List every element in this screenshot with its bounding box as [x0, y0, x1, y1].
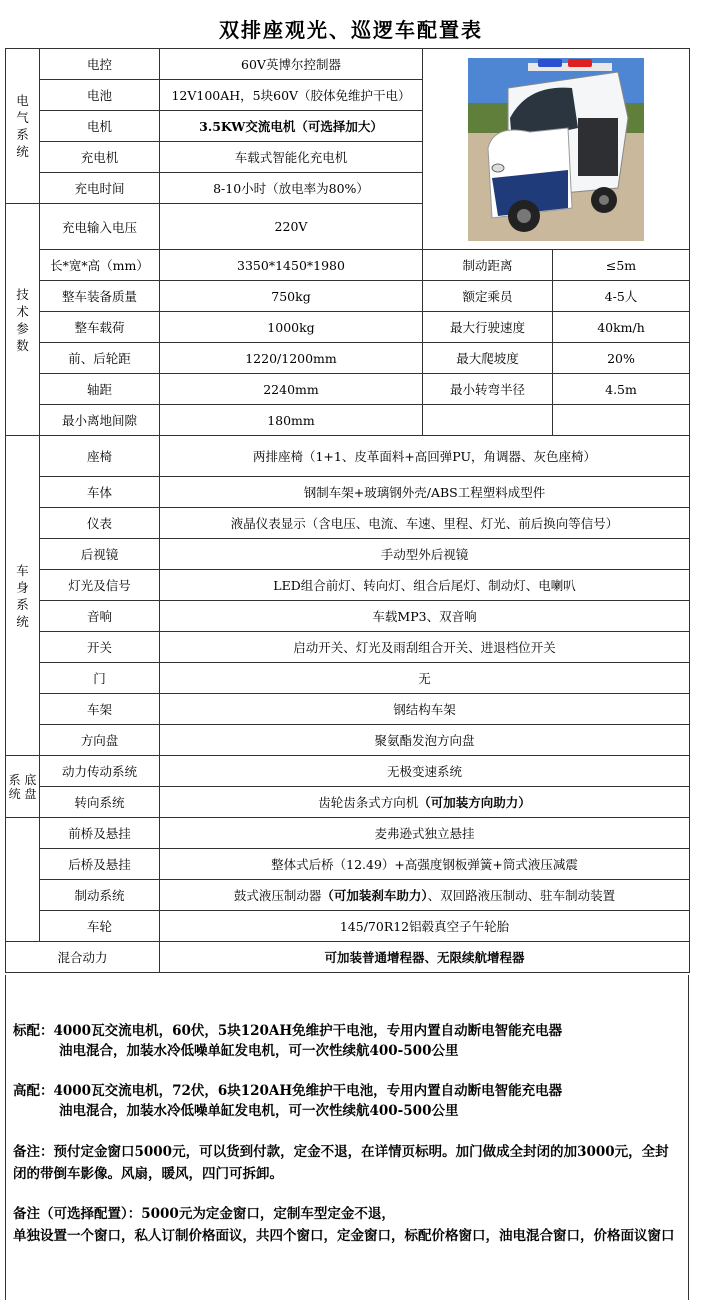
value-dashboard: 液晶仪表显示（含电压、电流、车速、里程、灯光、前后换向等信号）	[160, 508, 690, 539]
label-switches: 开关	[40, 632, 160, 663]
value-switches: 启动开关、灯光及雨刮组合开关、进退档位开关	[160, 632, 690, 663]
label-wheels: 车轮	[40, 911, 160, 942]
value-seats: 两排座椅（1+1、皮革面料+高回弹PU，角调器、灰色座椅）	[160, 436, 690, 477]
label-max-speed: 最大行驶速度	[423, 312, 553, 343]
value-audio: 车载MP3、双音响	[160, 601, 690, 632]
value-wheelbase: 2240mm	[160, 374, 423, 405]
vehicle-photo	[468, 58, 644, 241]
label-frame: 车架	[40, 694, 160, 725]
category-body: 车 身 系 统	[6, 436, 40, 756]
label-ground-clearance: 最小离地间隙	[40, 405, 160, 436]
label-turning-radius: 最小转弯半径	[423, 374, 553, 405]
value-body-shell: 钢制车架+玻璃钢外壳/ABS工程塑料成型件	[160, 477, 690, 508]
value-brakes: 鼓式液压制动器（可加装刹车助力）、双回路液压制动、驻车制动装置	[160, 880, 690, 911]
label-audio: 音响	[40, 601, 160, 632]
value-input-voltage: 220V	[160, 204, 423, 250]
label-steering-wheel: 方向盘	[40, 725, 160, 756]
label-battery: 电池	[40, 80, 160, 111]
label-seats: 座椅	[40, 436, 160, 477]
value-charge-time: 8-10小时（放电率为80%）	[160, 173, 423, 204]
value-mirror: 手动型外后视镜	[160, 539, 690, 570]
value-max-grade: 20%	[553, 343, 690, 374]
label-rear-suspension: 后桥及悬挂	[40, 849, 160, 880]
value-turning-radius: 4.5m	[553, 374, 690, 405]
notes-section	[5, 975, 689, 1300]
value-rear-suspension: 整体式后桥（12.49）+高强度钢板弹簧+筒式液压减震	[160, 849, 690, 880]
label-input-voltage: 充电输入电压	[40, 204, 160, 250]
value-max-speed: 40km/h	[553, 312, 690, 343]
value-dimensions: 3350*1450*1980	[160, 250, 423, 281]
page-title: 双排座观光、巡逻车配置表	[219, 18, 483, 42]
value-ground-clearance: 180mm	[160, 405, 423, 436]
label-lights: 灯光及信号	[40, 570, 160, 601]
label-brakes: 制动系统	[40, 880, 160, 911]
value-drivetrain: 无极变速系统	[160, 756, 690, 787]
label-dimensions: 长*宽*高（mm）	[40, 250, 160, 281]
standard-config-note: 标配：4000瓦交流电机，60伏，5块120AH免维护干电池，专用内置自动断电智能充电器 油电混合，加装水冷低噪单缸发电机，可一次性续航400-500公里	[13, 1023, 563, 1059]
value-frame: 钢结构车架	[160, 694, 690, 725]
label-max-grade: 最大爬坡度	[423, 343, 553, 374]
label-door: 门	[40, 663, 160, 694]
label-motor: 电机	[40, 111, 160, 142]
remark-note: 备注：预付定金窗口5000元，可以货到付款，定金不退，在详情页标明。加门做成全封闭的加3000元，全封闭的带倒车影像。风扇，暖风，四门可拆卸。	[13, 1144, 669, 1182]
label-hybrid: 混合动力	[6, 942, 160, 973]
value-front-suspension: 麦弗逊式独立悬挂	[160, 818, 690, 849]
label-empty-a	[423, 405, 553, 436]
value-ecu: 60V英博尔控制器	[160, 49, 423, 80]
category-technical: 技 术 参 数	[6, 204, 40, 436]
value-charger: 车载式智能化充电机	[160, 142, 423, 173]
value-hybrid: 可加装普通增程器、无限续航增程器	[160, 942, 690, 973]
label-wheelbase: 轴距	[40, 374, 160, 405]
value-passengers: 4-5人	[553, 281, 690, 312]
label-track: 前、后轮距	[40, 343, 160, 374]
label-front-suspension: 前桥及悬挂	[40, 818, 160, 849]
label-load: 整车载荷	[40, 312, 160, 343]
label-ecu: 电控	[40, 49, 160, 80]
value-load: 1000kg	[160, 312, 423, 343]
value-motor: 3.5KW交流电机（可选择加大）	[160, 111, 423, 142]
label-steering: 转向系统	[40, 787, 160, 818]
value-curb-weight: 750kg	[160, 281, 423, 312]
value-steering: 齿轮齿条式方向机（可加装方向助力）	[160, 787, 690, 818]
value-steering-wheel: 聚氨酯发泡方向盘	[160, 725, 690, 756]
label-charge-time: 充电时间	[40, 173, 160, 204]
label-braking-distance: 制动距离	[423, 250, 553, 281]
vehicle-photo-cell	[423, 49, 690, 250]
value-empty-a	[553, 405, 690, 436]
category-electrical: 电 气 系 统	[6, 49, 40, 204]
label-passengers: 额定乘员	[423, 281, 553, 312]
value-track: 1220/1200mm	[160, 343, 423, 374]
value-wheels: 145/70R12铝毂真空子午轮胎	[160, 911, 690, 942]
optional-config-note: 备注（可选择配置）：5000元为定金窗口，定制车型定金不退， 单独设置一个窗口，私人订制价格面议，共四个窗口，定金窗口，标配价格窗口，油电混合窗口，价格面议窗口	[13, 1206, 675, 1244]
patrol-car-image	[468, 58, 644, 241]
value-lights: LED组合前灯、转向灯、组合后尾灯、制动灯、电喇叭	[160, 570, 690, 601]
value-battery: 12V100AH，5块60V（胶体免维护干电）	[160, 80, 423, 111]
category-chassis: 系 底 统 盘	[6, 756, 40, 818]
label-body-shell: 车体	[40, 477, 160, 508]
label-dashboard: 仪表	[40, 508, 160, 539]
label-drivetrain: 动力传动系统	[40, 756, 160, 787]
label-curb-weight: 整车装备质量	[40, 281, 160, 312]
value-door: 无	[160, 663, 690, 694]
spec-table	[5, 48, 690, 973]
label-charger: 充电机	[40, 142, 160, 173]
category-blank	[6, 818, 40, 942]
label-mirror: 后视镜	[40, 539, 160, 570]
high-config-note: 高配：4000瓦交流电机，72伏，6块120AH免维护干电池，专用内置自动断电智能充电器 油电混合，加装水冷低噪单缸发电机，可一次性续航400-500公里	[13, 1083, 563, 1119]
value-braking-distance: ≤5m	[553, 250, 690, 281]
